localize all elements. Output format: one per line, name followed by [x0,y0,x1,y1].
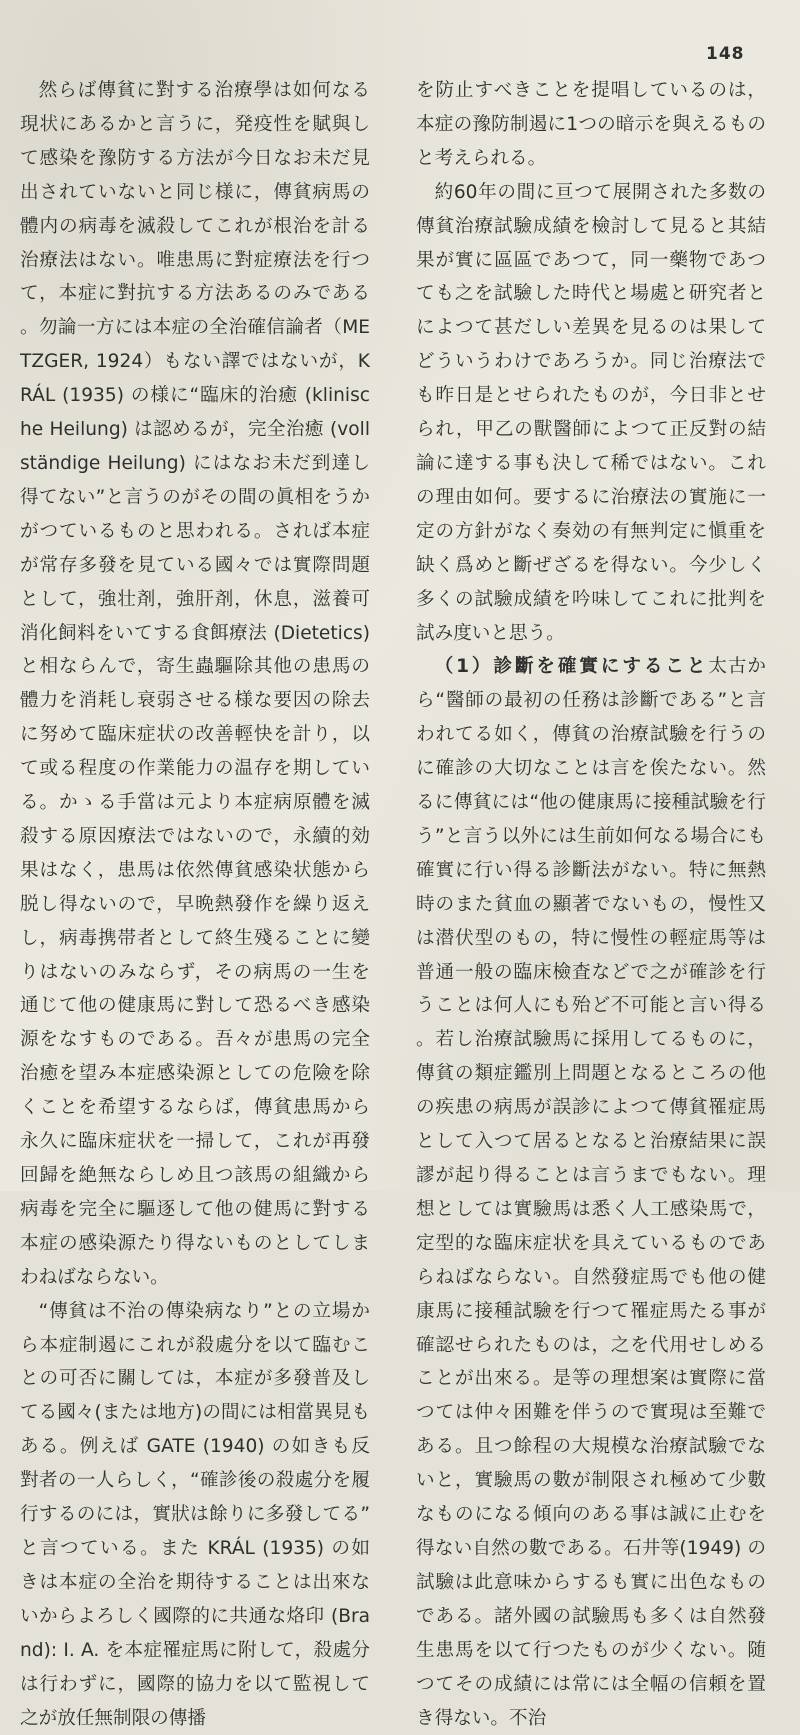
section-body: 太古から“醫師の最初の任務は診斷である”と言われてる如く，傳貧の治療試驗を行うのに確診の大切なことは言を俟たない。然るに傳貧には“他の健康馬に接種試驗を行う”と言う以外には生前如何なる場合にも確實に行い得る診斷法がない。特に無熱時のまた貧血の顯著でないもの，慢性又は潜伏型のもの，特に慢性の輕症馬等は普通一般の臨床檢査などで之が確診を行うことは何人にも殆ど不可能と言い得る。若し治療試驗馬に採用してるものに，傳貧の類症鑑別上問題となるところの他の疾患の病馬が誤診によつて傳貧罹症馬として入つて居るとなると治療結果に誤謬が起り得ることは言うまでもない。理想としては實驗馬は悉く人工感染馬で，定型的な臨床症状を具えているものであらねばならない。自然發症馬でも他の健康馬に接種試驗を行つて罹症馬たる事が確認せられたものは，之を代用せしめることが出來る。是等の理想案は實際に當つては仲々困難を伴うので實現は至難である。且つ餘程の大規模な治療試驗でないと，實驗馬の數が制限され極めて少數なものになる傾向のある事は誠に止むを得ない自然の數である。石井等(1949) の試驗は此意味からするも實に出色なものである。諸外國の試驗馬も多くは自然發生患馬を以て行つたものが少くない。随つてその成績には常には全幅の信頼を置き得ない。不治 [416,656,766,1729]
section-paragraph [416,650,766,1735]
paragraph: “傳貧は不治の傳染病なり”との立場から本症制遏にこれが殺處分を以て臨むことの可否に關しては，本症が多發普及してる國々(または地方)の間には相當異見もある。例えば GATE (1940) の如きも反對者の一人らしく，“確診後の殺處分を履行するのには，實狀は餘りに多發してる”と言つている。また KRÁL (1935) の如きは本症の全治を期待することは出來ないからよろしく國際的に共通な烙印 (Brand): I. A. を本症罹症馬に附して，殺處分は行わずに，國際的協力を以て監視して之が放任無制限の傳播 [20,1300,370,1729]
left-column [20,74,370,1735]
paragraph: 約60年の間に亘つて展開された多数の傳貧治療試驗成績を檢討して見ると其結果が實に區區であつて，同一藥物であつても之を試驗した時代と場處と研究者とによつて甚だしい差異を見るのは果してどういうわけであろうか。同じ治療法でも昨日是とせられたものが，今日非とせられ，甲乙の獸醫師によつて正反對の結論に達する事も決して稀ではない。これの理由如何。要するに治療法の實施に一定の方針がなく奏効の有無判定に愼重を缺く爲めと斷ぜざるを得ない。今少しく多くの試驗成績を吟味してこれに批判を試み度いと思う。 [416,181,766,644]
paragraph: を防止すべきことを提唱しているのは，本症の豫防制遏に1つの暗示を與えるものと考えられる。 [416,80,766,169]
paragraph: 然らば傳貧に對する治療學は如何なる現状にあるかと言うに，発疫性を賦與して感染を豫防する方法が今日なお未だ見出されていないと同じ様に，傳貧病馬の體内の病毒を滅殺してこれが根治を計る治療法はない。唯患馬に對症療法を行つて，本症に對抗する方法あるのみである。勿論一方には本症の全治確信論者（METZGER, 1924）もない譯ではないが，KRÁL (1935) の様に“臨床的治癒 (klinische Heilung) は認めるが，完全治癒 (vollständige Heilung) にはなお未だ到達し得てない”と言うのがその間の眞相をうかがつているものと思われる。されば本症が常存多發を見ている國々では實際問題として，強壮剤，強肝剤，休息，滋養可消化飼料をいてする食餌療法 (Dietetics) と相ならんで，寄生蟲驅除其他の患馬の體力を消耗し衰弱させる様な要因の除去に努めて臨床症状の改善輕快を計り，以て或る程度の作業能力の温存を期している。かゝる手當は元より本症病原體を滅殺する原因療法ではないので，永續的効果はなく，患馬は依然傳貧感染状態から脱し得ないので，早晩熱發作を繰り返えし，病毒携帯者として終生殘ることに變りはないのみならず，その病馬の一生を通じて他の健康馬に對して恐るべき感染源をなすものである。吾々が患馬の完全治癒を望み本症感染源としての危險を除くことを希望するならば，傳貧患馬から永久に臨床症状を一掃して，これが再發回歸を絶無ならしめ且つ該馬の組織から病毒を完全に驅逐して他の健馬に對する本症の感染源たり得ないものとしてしまわねばならない。 [20,80,370,1288]
section-heading: （1）診斷を確實にすること [434,656,709,678]
page-number: 148 [706,44,745,64]
right-column [416,74,766,1735]
